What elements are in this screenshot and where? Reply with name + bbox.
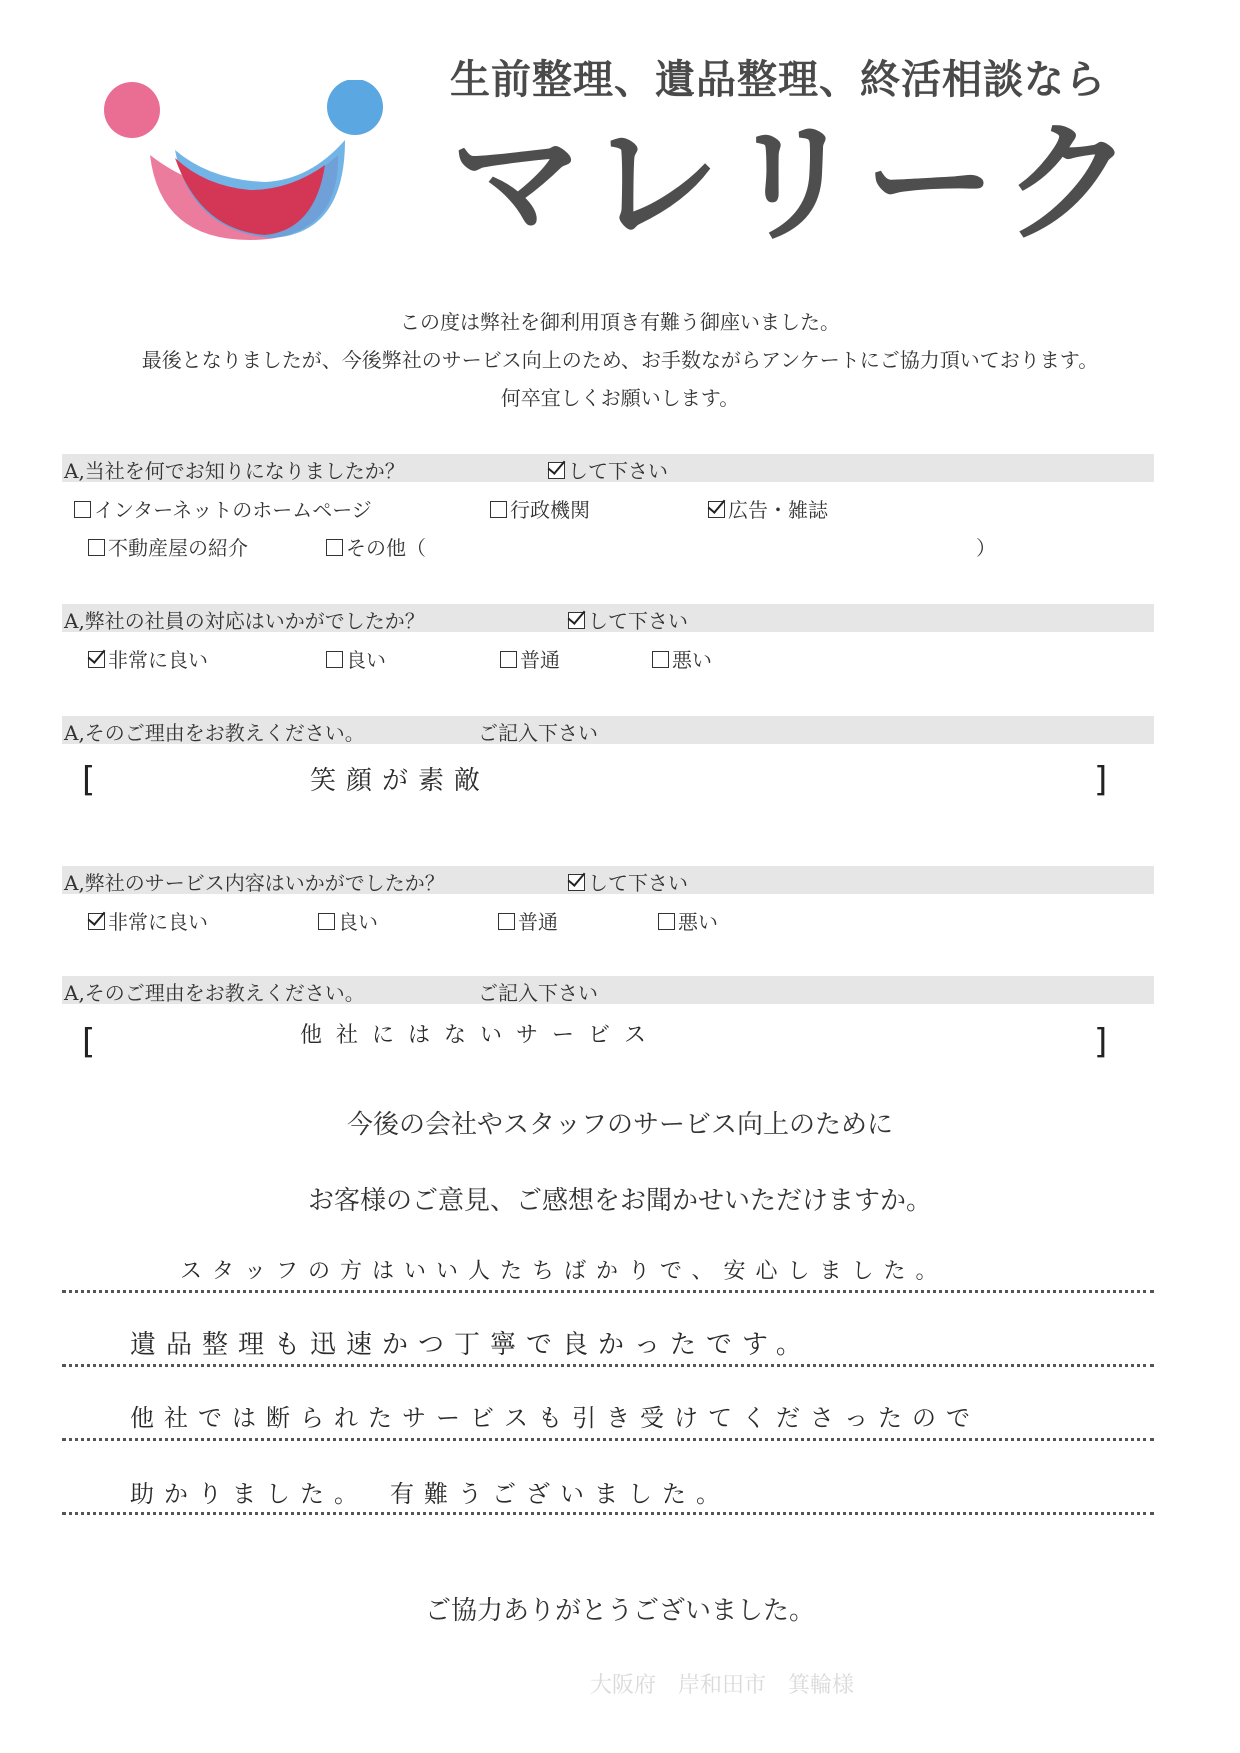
option-advertisement[interactable]: 広告・雑誌 (708, 494, 828, 523)
instruction-check: して下さい (548, 455, 668, 484)
checkbox-service-excellent[interactable] (88, 913, 105, 930)
dotted-line (62, 1290, 1154, 1293)
checkbox-staff-excellent[interactable] (88, 651, 105, 668)
bracket-close: ] (1094, 760, 1108, 800)
dotted-line (62, 1364, 1154, 1367)
instruction-write: ご記入下さい (478, 721, 598, 745)
option-service-bad[interactable]: 悪い (658, 906, 718, 935)
checkbox-service-good[interactable] (318, 913, 335, 930)
checkbox-advertisement[interactable] (708, 501, 725, 518)
option-government[interactable]: 行政機関 (490, 494, 590, 523)
intro-line-3: 何卒宜しくお願いします。 (500, 386, 740, 410)
opinion-line-1[interactable]: スタッフの方はいい人たちばかりで、安心しました。 (180, 1259, 948, 1284)
opinion-line-3[interactable]: 他社では断られたサービスも引き受けてくださったので (130, 1404, 980, 1432)
instruction-check: して下さい (568, 605, 688, 634)
opinion-line-4[interactable]: 助かりました。 有難うございました。 (130, 1480, 730, 1508)
opinion-prompt-2: お客様のご意見、ご感想をお聞かせいただけますか。 (307, 1186, 932, 1216)
dotted-line (62, 1438, 1154, 1441)
answer-service-reason[interactable]: 他社にはないサービス (300, 1023, 661, 1048)
bracket-open: [ (82, 1022, 96, 1062)
question-staff-reason: A,そのご理由をお教えください。 (64, 721, 365, 745)
brand-name: マレリーク (450, 107, 1140, 261)
question-source: A,当社を何でお知りになりましたか？ (64, 459, 405, 483)
checkbox-realestate[interactable] (88, 539, 105, 556)
question-staff: A,弊社の社員の対応はいかがでしたか？ (64, 609, 425, 633)
answer-staff-reason[interactable]: 笑顔が素敵 (310, 766, 491, 796)
opinion-line-2[interactable]: 遺品整理も迅速かつ丁寧で良かったです。 (130, 1330, 812, 1360)
dotted-line (62, 1512, 1154, 1515)
bracket-open: [ (82, 760, 96, 800)
option-service-excellent[interactable]: 非常に良い (88, 906, 208, 935)
checkbox-sample-icon (568, 874, 585, 891)
option-other[interactable]: その他（ (326, 532, 426, 561)
instruction-write: ご記入下さい (478, 981, 598, 1005)
checkbox-staff-good[interactable] (326, 651, 343, 668)
option-service-good[interactable]: 良い (318, 906, 378, 935)
instruction-check: して下さい (568, 867, 688, 896)
option-homepage[interactable]: インターネットのホームページ (74, 494, 372, 523)
checkbox-sample-icon (568, 612, 585, 629)
intro-line-2: 最後となりましたが、今後弊社のサービス向上のため、お手数ながらアンケートにご協力頂いております。 (141, 348, 1099, 372)
checkbox-sample-icon (548, 462, 565, 479)
option-staff-average[interactable]: 普通 (500, 644, 560, 673)
checkbox-homepage[interactable] (74, 501, 91, 518)
checkbox-service-bad[interactable] (658, 913, 675, 930)
thanks-message: ご協力ありがとうございました。 (424, 1596, 815, 1626)
checkbox-government[interactable] (490, 501, 507, 518)
checkbox-staff-average[interactable] (500, 651, 517, 668)
question-service: A,弊社のサービス内容はいかがでしたか？ (64, 871, 445, 895)
option-realestate[interactable]: 不動産屋の紹介 (88, 532, 248, 561)
bracket-close: ] (1094, 1022, 1108, 1062)
question-service-reason: A,そのご理由をお教えください。 (64, 981, 365, 1005)
tagline: 生前整理、遺品整理、終活相談なら (450, 57, 1106, 103)
option-staff-excellent[interactable]: 非常に良い (88, 644, 208, 673)
intro-line-1: この度は弊社を御利用頂き有難う御座いました。 (400, 310, 840, 334)
opinion-prompt-1: 今後の会社やスタッフのサービス向上のために (346, 1110, 893, 1140)
checkbox-service-average[interactable] (498, 913, 515, 930)
brand-logo (100, 80, 410, 250)
checkbox-other[interactable] (326, 539, 343, 556)
faint-customer-text: 大阪府 岸和田市 箕輪様 (590, 1673, 855, 1698)
option-staff-bad[interactable]: 悪い (652, 644, 712, 673)
option-other-close: ） (976, 536, 996, 560)
checkbox-staff-bad[interactable] (652, 651, 669, 668)
option-service-average[interactable]: 普通 (498, 906, 558, 935)
option-staff-good[interactable]: 良い (326, 644, 386, 673)
